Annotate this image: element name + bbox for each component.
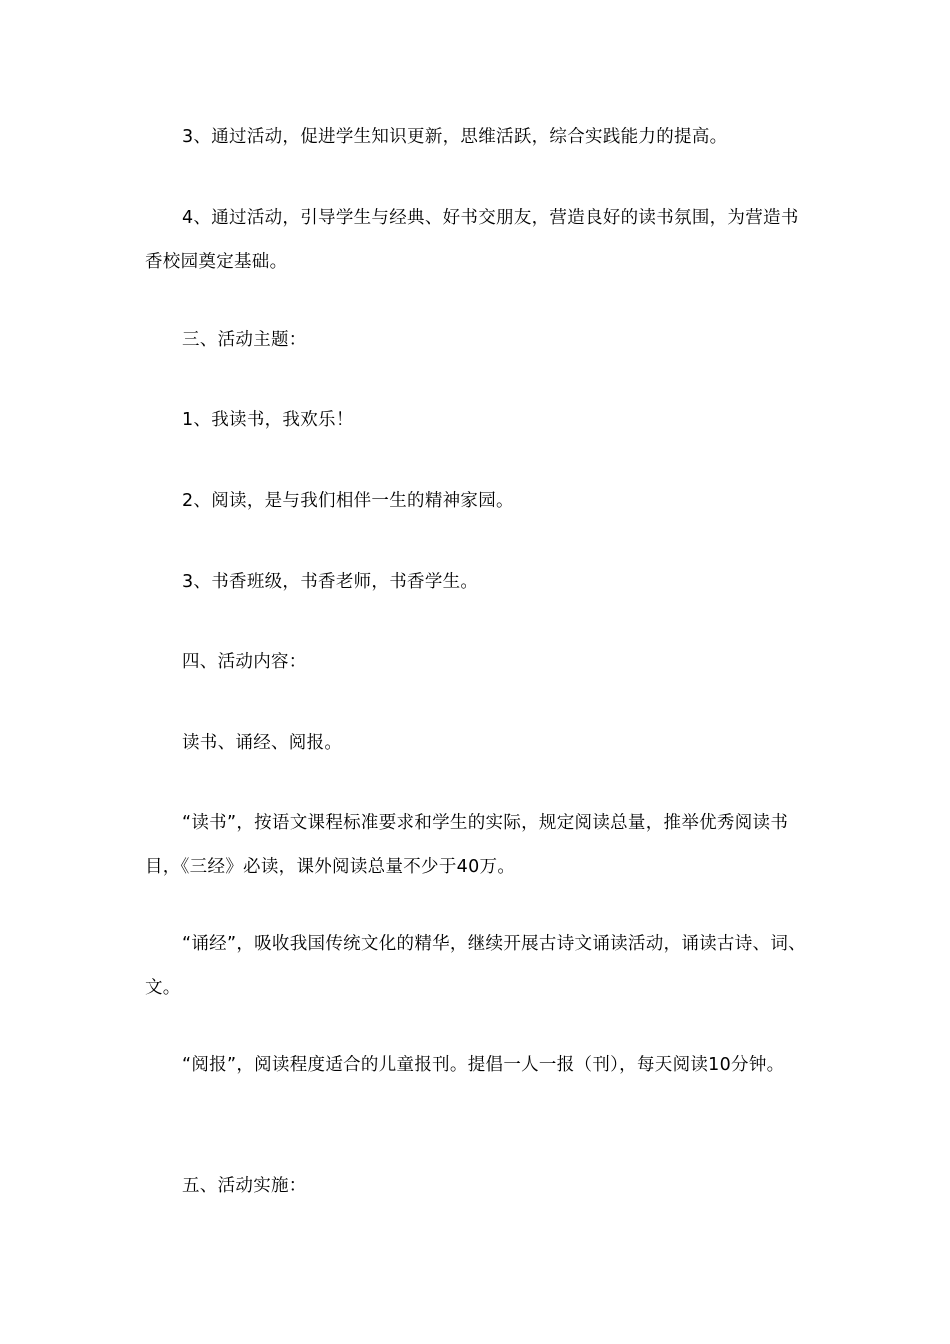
paragraph-goal-3: 3、通过活动，促进学生知识更新，思维活跃，综合实践能力的提高。 bbox=[182, 127, 728, 147]
paragraph-newspaper: “阅报”，阅读程度适合的儿童报刊。提倡一人一报（刊），每天阅读10分钟。 bbox=[182, 1055, 785, 1075]
paragraph-theme-3: 3、书香班级，书香老师，书香学生。 bbox=[182, 572, 479, 592]
paragraph-reciting: “诵经”，吸收我国传统文化的精华，继续开展古诗文诵读活动，诵读古诗、词、文。 bbox=[145, 934, 806, 998]
section-heading-theme: 三、活动主题： bbox=[182, 330, 307, 350]
paragraph-content-summary: 读书、诵经、阅报。 bbox=[182, 733, 343, 753]
paragraph-reading: “读书”，按语文课程标准要求和学生的实际，规定阅读总量，推举优秀阅读书目，《三经》必读，课外阅读总量不少于40万。 bbox=[145, 813, 789, 877]
section-heading-content: 四、活动内容： bbox=[182, 652, 307, 672]
section-heading-implementation: 五、活动实施： bbox=[182, 1176, 307, 1196]
paragraph-theme-2: 2、阅读，是与我们相伴一生的精神家园。 bbox=[182, 491, 514, 511]
paragraph-goal-4: 4、通过活动，引导学生与经典、好书交朋友，营造良好的读书氛围，为营造书香校园奠定基础。 bbox=[145, 208, 799, 272]
paragraph-theme-1: 1、我读书，我欢乐！ bbox=[182, 410, 354, 430]
